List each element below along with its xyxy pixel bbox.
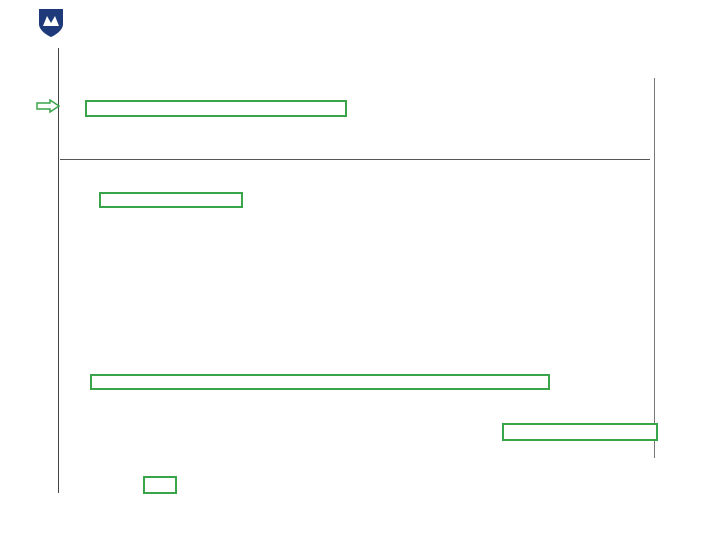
- left-color-stripe: [0, 0, 8, 540]
- right-color-stripe: [712, 0, 720, 540]
- arrow-right-icon: [36, 99, 60, 113]
- highlight-ambulansefaget: [90, 374, 550, 390]
- shield-icon: [38, 8, 64, 38]
- table-header: [60, 136, 650, 158]
- watermark: [290, 58, 650, 458]
- doc-border-right: [654, 78, 655, 458]
- doc-border-left: [58, 48, 59, 493]
- header-divider: [60, 159, 650, 160]
- highlight-kroppsoving: [99, 192, 243, 208]
- sum-line: [86, 478, 160, 490]
- org-logo: [38, 8, 158, 40]
- note-no-elective: [502, 423, 658, 441]
- highlight-pbpby4: [85, 100, 347, 117]
